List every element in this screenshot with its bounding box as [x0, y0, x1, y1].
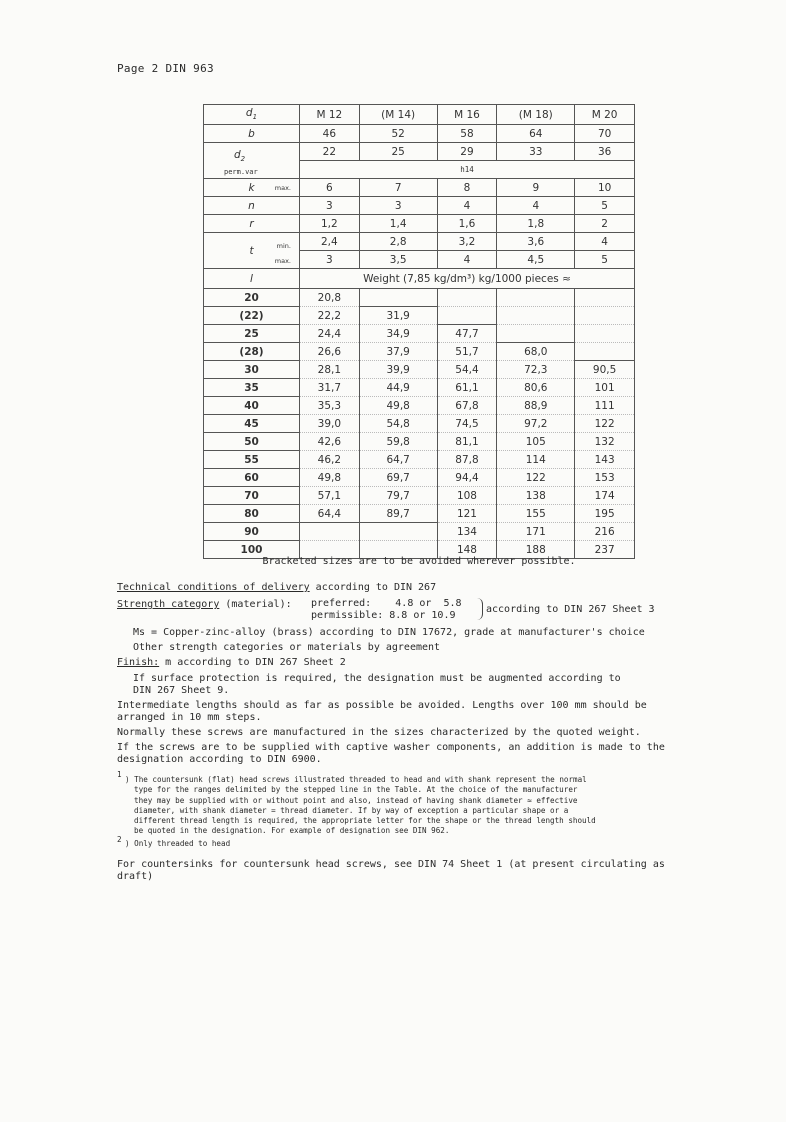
ms-line: Ms = Copper-zinc-alloy (brass) according to DIN 17672, grade at manufacturer's choice — [133, 627, 645, 638]
length-row — [204, 289, 635, 307]
table-cell: 5 — [575, 251, 635, 269]
tech-conditions-line — [117, 582, 436, 594]
intermediate-line-2: arranged in 10 mm steps. — [117, 712, 262, 723]
table-cell: 10 — [575, 179, 635, 197]
length-row — [204, 469, 635, 487]
weight-cell: 87,8 — [437, 451, 497, 469]
weight-cell — [575, 325, 635, 343]
k-row — [204, 179, 635, 197]
weight-cell: 24,4 — [300, 325, 360, 343]
k-label-cell — [204, 179, 300, 197]
weight-cell: 171 — [497, 523, 575, 541]
table-cell: 1,4 — [359, 215, 437, 233]
footnote-line: diameter, with shank diameter = thread diameter. If by way of exception a particular shape or a — [134, 805, 569, 815]
footnote-1 — [125, 775, 596, 837]
footnote-line: type for the ranges delimited by the stepped line in the Table. At the choice of the manufacturer — [134, 785, 578, 795]
length-row — [204, 307, 635, 325]
weight-cell: 46,2 — [300, 451, 360, 469]
tech-conditions-rest: according to DIN 267 — [309, 582, 437, 593]
footnote-1-mark: 1 — [117, 770, 122, 779]
length-row — [204, 397, 635, 415]
footnote-line: different thread length is required, the appropriate letter for the shape or the thread length should — [134, 816, 596, 826]
weight-cell — [575, 307, 635, 325]
table-cell: 33 — [497, 143, 575, 161]
weight-cell: 101 — [575, 379, 635, 397]
length-label: 20 — [204, 289, 300, 307]
strength-line — [117, 599, 292, 611]
table-cell: 4 — [497, 197, 575, 215]
row-label: t — [249, 244, 254, 257]
weight-cell: 54,4 — [437, 361, 497, 379]
weight-cell: 237 — [575, 541, 635, 559]
weight-cell: 22,2 — [300, 307, 360, 325]
finish-rest: m according to DIN 267 Sheet 2 — [159, 657, 346, 668]
weight-cell: 155 — [497, 505, 575, 523]
normally-line: Normally these screws are manufactured in the sizes characterized by the quoted weight. — [117, 727, 641, 738]
weight-cell: 90,5 — [575, 361, 635, 379]
d2-tolerance: h14 — [300, 161, 635, 179]
footnote-line: they may be supplied with or without point and also, instead of having shank diameter ≈ effective — [134, 795, 578, 805]
row-label: n — [204, 197, 300, 215]
table-cell: 3 — [300, 197, 360, 215]
length-label: 55 — [204, 451, 300, 469]
length-row — [204, 379, 635, 397]
table-cell: 4 — [437, 197, 497, 215]
weight-cell — [359, 289, 437, 307]
strength-label: Strength category — [117, 599, 220, 610]
weight-cell: 26,6 — [300, 343, 360, 361]
weight-cell: 188 — [497, 541, 575, 559]
footnote-2: ) Only threaded to head — [125, 839, 231, 848]
t-label-cell — [204, 233, 300, 269]
weight-cell — [575, 343, 635, 361]
dimensions-table — [203, 104, 635, 559]
table-header-row — [204, 105, 635, 125]
captive-line-1: If the screws are to be supplied with captive washer components, an addition is made to the — [117, 742, 665, 753]
col-header: M 20 — [575, 105, 635, 125]
weight-cell: 49,8 — [300, 469, 360, 487]
preferred-line: preferred: 4.8 or 5.8 — [311, 598, 462, 609]
weight-cell: 114 — [497, 451, 575, 469]
weight-cell: 121 — [437, 505, 497, 523]
table-cell: 3,2 — [437, 233, 497, 251]
length-row — [204, 523, 635, 541]
table-cell: 1,2 — [300, 215, 360, 233]
weight-cell: 111 — [575, 397, 635, 415]
finish-line — [117, 657, 346, 669]
table-cell: 2,4 — [300, 233, 360, 251]
weight-cell: 153 — [575, 469, 635, 487]
weight-cell: 97,2 — [497, 415, 575, 433]
weight-cell — [437, 289, 497, 307]
b-row — [204, 125, 635, 143]
weight-cell: 143 — [575, 451, 635, 469]
intermediate-line-1: Intermediate lengths should as far as possible be avoided. Lengths over 100 mm should be — [117, 700, 647, 711]
weight-cell: 195 — [575, 505, 635, 523]
weight-cell: 88,9 — [497, 397, 575, 415]
table-cell: 4 — [575, 233, 635, 251]
row-label: r — [204, 215, 300, 233]
weight-cell: 72,3 — [497, 361, 575, 379]
table-cell: 4,5 — [497, 251, 575, 269]
table-cell: 25 — [359, 143, 437, 161]
strength-rest: (material): — [219, 599, 292, 610]
weight-cell: 132 — [575, 433, 635, 451]
row-label: b — [204, 125, 300, 143]
weight-cell: 39,9 — [359, 361, 437, 379]
footnote-line: ) The countersunk (flat) head screws illustrated threaded to head and with shank represent the normal — [125, 775, 587, 784]
weight-cell — [497, 307, 575, 325]
weight-cell: 57,1 — [300, 487, 360, 505]
table-cell: 4 — [437, 251, 497, 269]
weight-cell: 122 — [575, 415, 635, 433]
length-row — [204, 487, 635, 505]
weight-cell — [497, 289, 575, 307]
table-cell: 29 — [437, 143, 497, 161]
weight-cell: 74,5 — [437, 415, 497, 433]
weight-cell: 61,1 — [437, 379, 497, 397]
permissible-line: permissible: 8.8 or 10.9 — [311, 610, 456, 621]
col-header: M 16 — [437, 105, 497, 125]
table-cell: 9 — [497, 179, 575, 197]
length-row — [204, 361, 635, 379]
weight-cell: 80,6 — [497, 379, 575, 397]
r-row — [204, 215, 635, 233]
table-cell: 64 — [497, 125, 575, 143]
col-header: M 12 — [300, 105, 360, 125]
footnote-line: be quoted in the designation. For example of designation see DIN 962. — [134, 826, 450, 836]
table-cell: 3 — [359, 197, 437, 215]
table-cell: 3 — [300, 251, 360, 269]
table-cell: 8 — [437, 179, 497, 197]
weight-cell: 59,8 — [359, 433, 437, 451]
length-row — [204, 451, 635, 469]
table-cell: 46 — [300, 125, 360, 143]
weight-cell: 174 — [575, 487, 635, 505]
weight-cell: 122 — [497, 469, 575, 487]
length-label: 50 — [204, 433, 300, 451]
weight-cell: 68,0 — [497, 343, 575, 361]
weight-cell: 54,8 — [359, 415, 437, 433]
weight-cell: 42,6 — [300, 433, 360, 451]
length-label: 90 — [204, 523, 300, 541]
weight-cell: 105 — [497, 433, 575, 451]
weight-cell: 39,0 — [300, 415, 360, 433]
captive-line-2: designation according to DIN 6900. — [117, 754, 322, 765]
brace-mark — [477, 598, 483, 620]
table-cell: 5 — [575, 197, 635, 215]
col-header: (M 14) — [359, 105, 437, 125]
surface-line-2: DIN 267 Sheet 9. — [133, 685, 230, 696]
d2-sub: perm.var — [224, 168, 258, 176]
length-row — [204, 433, 635, 451]
weight-cell: 20,8 — [300, 289, 360, 307]
weight-cell: 49,8 — [359, 397, 437, 415]
table-cell: 70 — [575, 125, 635, 143]
length-label: 70 — [204, 487, 300, 505]
weight-cell: 47,7 — [437, 325, 497, 343]
weight-cell: 44,9 — [359, 379, 437, 397]
weight-header: Weight (7,85 kg/dm³) kg/1000 pieces ≈ — [300, 269, 635, 289]
table-cell: 52 — [359, 125, 437, 143]
length-label: 40 — [204, 397, 300, 415]
weight-cell — [497, 325, 575, 343]
table-cell: 36 — [575, 143, 635, 161]
length-label: 60 — [204, 469, 300, 487]
length-rows — [204, 289, 635, 559]
length-label: (28) — [204, 343, 300, 361]
table-cell: 3,6 — [497, 233, 575, 251]
weight-cell: 81,1 — [437, 433, 497, 451]
countersink-line-2: draft) — [117, 871, 154, 882]
weight-cell: 31,7 — [300, 379, 360, 397]
weight-cell — [575, 289, 635, 307]
table-cell: 1,6 — [437, 215, 497, 233]
weight-header-row — [204, 269, 635, 289]
d2-row-1 — [204, 143, 635, 161]
weight-cell: 35,3 — [300, 397, 360, 415]
length-label: (22) — [204, 307, 300, 325]
other-line: Other strength categories or materials by agreement — [133, 642, 441, 653]
weight-cell — [359, 523, 437, 541]
d2-label-cell: $d_2$ perm.var — [204, 143, 300, 179]
weight-cell: 67,8 — [437, 397, 497, 415]
length-row — [204, 415, 635, 433]
table-cell: 3,5 — [359, 251, 437, 269]
weight-cell: 28,1 — [300, 361, 360, 379]
row-sublabel: min. — [276, 242, 291, 250]
table-cell: 58 — [437, 125, 497, 143]
table-cell: 7 — [359, 179, 437, 197]
t-min-row — [204, 233, 635, 251]
table-cell: 2 — [575, 215, 635, 233]
weight-cell: 94,4 — [437, 469, 497, 487]
length-label: 25 — [204, 325, 300, 343]
n-row — [204, 197, 635, 215]
d1-label: $d_1$ — [204, 105, 300, 125]
table-legend: Bracketed sizes are to be avoided wherever possible. — [262, 556, 576, 567]
weight-cell: 108 — [437, 487, 497, 505]
length-row — [204, 343, 635, 361]
length-label: 45 — [204, 415, 300, 433]
weight-cell — [437, 307, 497, 325]
length-row — [204, 325, 635, 343]
countersink-line-1: For countersinks for countersunk head screws, see DIN 74 Sheet 1 (at present circulating as — [117, 859, 665, 870]
col-header: (M 18) — [497, 105, 575, 125]
weight-cell: 64,4 — [300, 505, 360, 523]
table-cell: 22 — [300, 143, 360, 161]
weight-cell: 134 — [437, 523, 497, 541]
length-row — [204, 505, 635, 523]
finish-label: Finish: — [117, 657, 160, 668]
weight-cell: 148 — [437, 541, 497, 559]
weight-cell: 31,9 — [359, 307, 437, 325]
surface-line-1: If surface protection is required, the designation must be augmented according to — [133, 673, 621, 684]
page-header: Page 2 DIN 963 — [117, 62, 214, 75]
length-label: 100 — [204, 541, 300, 559]
table-cell: 6 — [300, 179, 360, 197]
length-label: 30 — [204, 361, 300, 379]
weight-cell: 89,7 — [359, 505, 437, 523]
length-label: 35 — [204, 379, 300, 397]
row-label: l — [204, 269, 300, 289]
weight-cell: 79,7 — [359, 487, 437, 505]
row-sublabel: max. — [274, 183, 291, 192]
weight-cell: 216 — [575, 523, 635, 541]
weight-cell: 37,9 — [359, 343, 437, 361]
weight-cell: 64,7 — [359, 451, 437, 469]
weight-cell — [300, 523, 360, 541]
weight-cell: 34,9 — [359, 325, 437, 343]
strength-values — [311, 598, 462, 622]
length-label: 80 — [204, 505, 300, 523]
strength-tail: according to DIN 267 Sheet 3 — [486, 604, 655, 615]
weight-cell: 51,7 — [437, 343, 497, 361]
table-cell: 2,8 — [359, 233, 437, 251]
weight-cell: 138 — [497, 487, 575, 505]
footnote-2-mark: 2 — [117, 835, 122, 844]
weight-cell: 69,7 — [359, 469, 437, 487]
tech-conditions-label: Technical conditions of delivery — [117, 582, 310, 593]
row-label: k — [248, 181, 255, 194]
row-sublabel: max. — [274, 257, 291, 265]
table-cell: 1,8 — [497, 215, 575, 233]
